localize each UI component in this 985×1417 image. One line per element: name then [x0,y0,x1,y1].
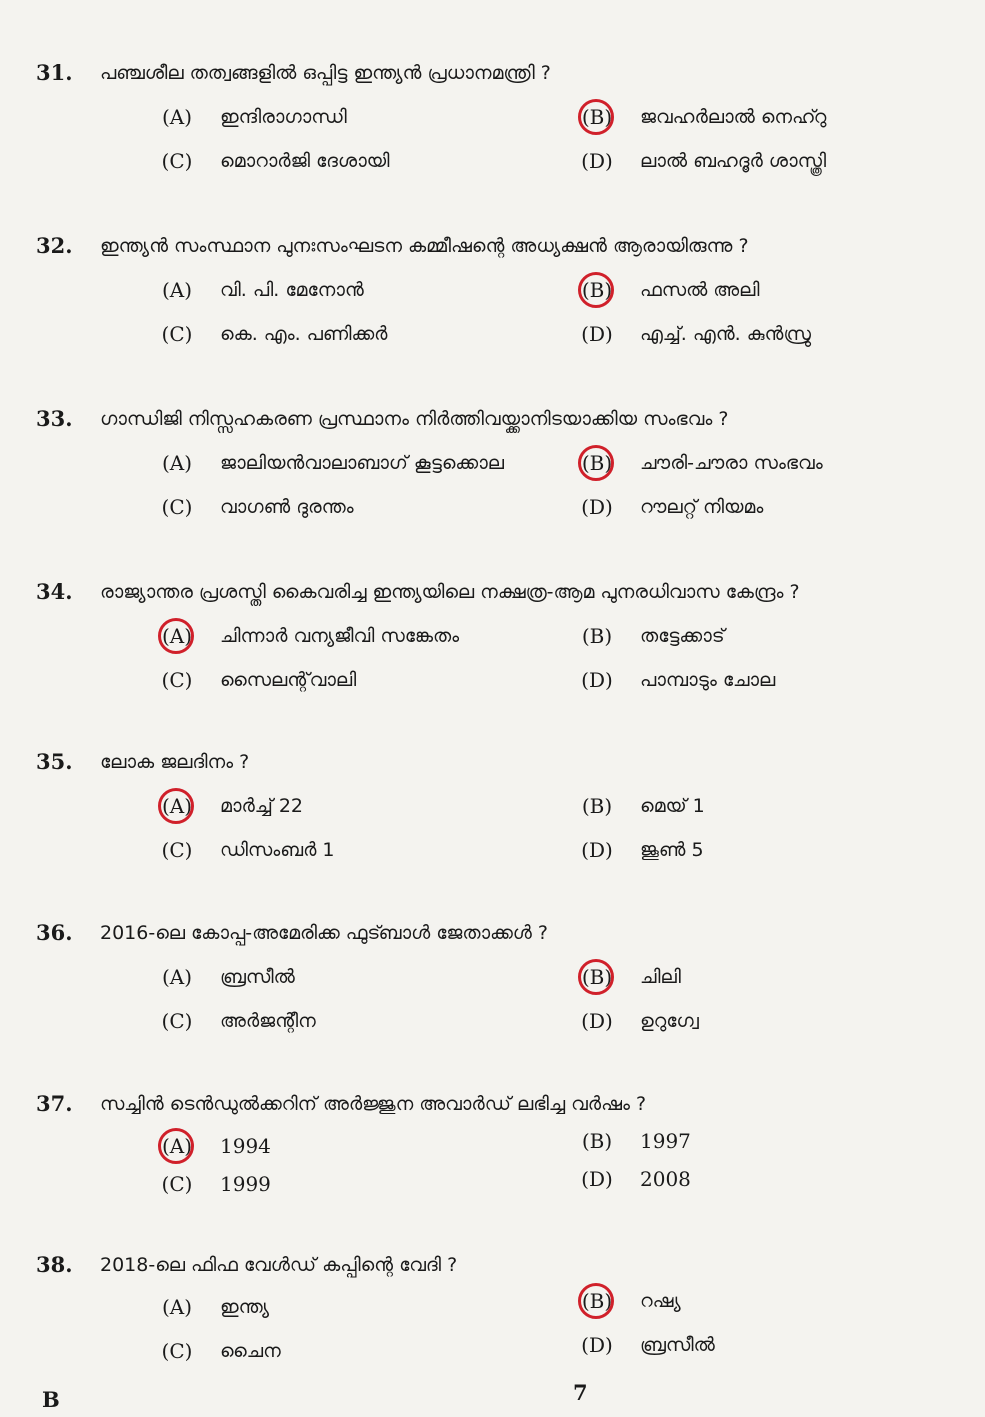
option-text: തട്ടേക്കാട് [640,625,725,647]
question-number: 34. [36,579,73,604]
option-d[interactable] [578,1329,958,1361]
option-b[interactable] [578,1125,958,1157]
option-text: കെ. എം. പണിക്കർ [220,323,388,345]
option-text: പാമ്പാടും ചോല [640,669,776,691]
option-text: ചിന്നാർ വന്യജീവി സങ്കേതം [220,625,460,647]
option-letter: (D) [581,149,613,173]
question-text: പഞ്ചശീല തത്വങ്ങളിൽ ഒപ്പിട്ട ഇന്ത്യൻ പ്രധാനമന്ത്രി ? [100,62,551,84]
option-letter: (A) [161,451,193,475]
question-35 [0,747,985,897]
question-number: 38. [36,1252,73,1277]
question-number: 31. [36,60,73,85]
option-text: ജൂൺ 5 [640,839,704,861]
option-text: ബ്രസീൽ [640,1334,715,1356]
option-letter: (C) [161,1172,193,1196]
question-number: 37. [36,1091,73,1116]
option-c[interactable] [158,1168,558,1200]
option-text: ബ്രസീൽ [220,966,295,988]
option-text: 1997 [640,1129,691,1153]
option-a[interactable] [158,790,558,822]
option-b[interactable] [578,620,958,652]
option-letter: (B) [581,1129,613,1153]
option-d[interactable] [578,145,958,177]
option-letter: (B) [578,274,616,306]
option-text: എച്ച്. എൻ. കുൻസ്രു [640,323,811,345]
option-letter: (B) [578,101,616,133]
question-number: 32. [36,233,73,258]
option-d[interactable] [578,1163,958,1195]
option-text: ഇന്ത്യ [220,1296,270,1318]
option-c[interactable] [158,491,558,523]
option-text: മെയ് 1 [640,795,705,817]
question-36 [0,918,985,1068]
question-text: ലോക ജലദിനം ? [100,751,250,773]
question-number: 36. [36,920,73,945]
option-letter: (D) [581,1167,613,1191]
question-text: സച്ചിൻ ടെൻഡുൽക്കറിന് അർജ്ജുന അവാർഡ് ലഭിച്ച വർഷം ? [100,1093,647,1115]
option-letter: (C) [161,322,193,346]
option-c[interactable] [158,145,558,177]
option-text: ഡിസംബർ 1 [220,839,335,861]
option-letter: (D) [581,322,613,346]
option-d[interactable] [578,834,958,866]
option-text: ഫസൽ അലി [640,279,760,301]
option-c[interactable] [158,1005,558,1037]
option-text: ലാൽ ബഹദൂർ ശാസ്ത്രി [640,150,827,172]
option-text: വാഗൺ ദുരന്തം [220,496,354,518]
question-31 [0,58,985,208]
option-letter: (C) [161,1009,193,1033]
option-text: ഉറുഗ്വേ [640,1010,699,1032]
question-38 [0,1250,985,1400]
option-letter: (C) [161,495,193,519]
question-text: ഇന്ത്യൻ സംസ്ഥാന പുനഃസംഘടന കമ്മീഷന്റെ അധ്യക്ഷൻ ആരായിരുന്നു ? [100,235,749,257]
option-letter: (D) [581,668,613,692]
option-letter: (A) [158,620,196,652]
option-letter: (D) [581,1009,613,1033]
option-text: മാർച്ച് 22 [220,795,304,817]
option-letter: (D) [581,838,613,862]
option-a[interactable] [158,101,558,133]
page-number: 7 [573,1380,588,1405]
option-letter: (B) [581,794,613,818]
option-text: റഷ്യ [640,1290,681,1312]
question-number: 35. [36,749,73,774]
question-33 [0,404,985,554]
option-b[interactable] [578,447,958,479]
option-a[interactable] [158,961,558,993]
option-text: സൈലന്റ്‌വാലി [220,669,357,691]
option-text: മൊറാർജി ദേശായി [220,150,390,172]
option-letter: (C) [161,838,193,862]
option-text: വി. പി. മേനോൻ [220,279,364,301]
question-34 [0,577,985,727]
option-letter: (D) [581,495,613,519]
option-letter: (A) [158,1130,196,1162]
option-text: 1999 [220,1172,271,1196]
option-b[interactable] [578,274,958,306]
option-text: 1994 [220,1134,271,1158]
option-a[interactable] [158,274,558,306]
option-text: ചൈന [220,1340,281,1362]
option-letter: (C) [161,149,193,173]
option-d[interactable] [578,1005,958,1037]
option-a[interactable] [158,1291,558,1323]
question-number: 33. [36,406,73,431]
question-text: രാജ്യാന്തര പ്രശസ്തി കൈവരിച്ച ഇന്ത്യയിലെ നക്ഷത്ര-ആമ പുനരധിവാസ കേന്ദ്രം ? [100,581,800,603]
option-b[interactable] [578,790,958,822]
option-letter: (A) [161,965,193,989]
option-b[interactable] [578,961,958,993]
option-c[interactable] [158,318,558,350]
option-c[interactable] [158,1335,558,1367]
option-text: ജവഹർലാൽ നെഹ്റു [640,106,827,128]
question-text: 2016-ലെ കോപ്പ-അമേരിക്ക ഫുട്ബാൾ ജേതാക്കൾ ? [100,922,548,944]
question-text: 2018-ലെ ഫിഫ വേൾഡ് കപ്പിന്റെ വേദി ? [100,1254,458,1276]
option-text: 2008 [640,1167,691,1191]
option-letter: (B) [581,624,613,648]
option-text: ഇന്ദിരാഗാന്ധി [220,106,347,128]
question-32 [0,231,985,381]
question-37 [0,1089,985,1239]
option-letter: (C) [161,668,193,692]
option-d[interactable] [578,664,958,696]
option-letter: (A) [161,1295,193,1319]
option-a[interactable] [158,620,558,652]
option-text: അർജന്റീന [220,1010,316,1032]
option-letter: (C) [161,1339,193,1363]
option-letter: (A) [161,105,193,129]
option-letter: (B) [578,1285,616,1317]
option-b[interactable] [578,1285,958,1317]
option-letter: (A) [158,790,196,822]
option-c[interactable] [158,664,558,696]
option-c[interactable] [158,834,558,866]
series-code: B [42,1387,60,1412]
option-letter: (A) [161,278,193,302]
option-letter: (B) [578,447,616,479]
option-text: ചിലി [640,966,681,988]
option-letter: (D) [581,1333,613,1357]
option-d[interactable] [578,318,958,350]
option-d[interactable] [578,491,958,523]
option-text: ചൗരി-ചൗരാ സംഭവം [640,452,823,474]
option-text: ജാലിയൻവാലാബാഗ് കൂട്ടക്കൊല [220,452,504,474]
option-a[interactable] [158,1130,558,1162]
option-text: റൗലറ്റ് നിയമം [640,496,764,518]
option-letter: (B) [578,961,616,993]
option-a[interactable] [158,447,558,479]
question-text: ഗാന്ധിജി നിസ്സഹകരണ പ്രസ്ഥാനം നിർത്തിവയ്ക്കാനിടയാക്കിയ സംഭവം ? [100,408,729,430]
option-b[interactable] [578,101,958,133]
